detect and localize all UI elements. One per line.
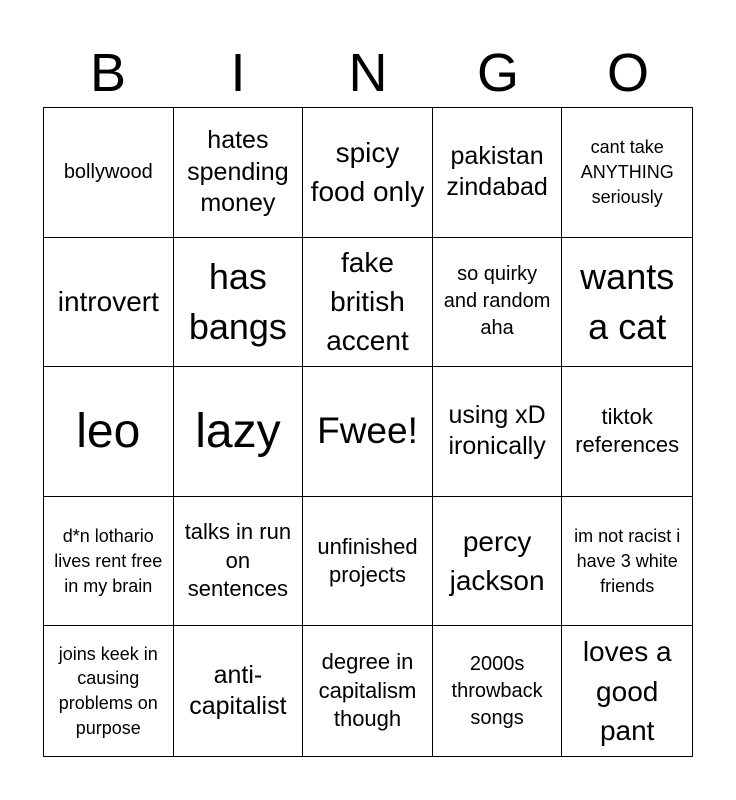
bingo-cell-text: Fwee! — [317, 410, 418, 452]
bingo-cell[interactable] — [174, 626, 304, 756]
bingo-cell[interactable] — [303, 108, 433, 238]
bingo-cell-text: wants a cat — [580, 255, 675, 347]
bingo-cell-text: bollywood — [63, 160, 153, 183]
bingo-cell[interactable] — [303, 497, 433, 627]
bingo-cell-text: 2000s throwback songs — [451, 652, 543, 729]
header-letter-o: O — [606, 43, 649, 103]
bingo-cell-text: pakistan zindabad — [446, 142, 548, 202]
bingo-cell[interactable] — [433, 367, 563, 497]
header-letter-i: I — [230, 43, 246, 103]
bingo-cell[interactable] — [44, 238, 174, 368]
bingo-cell[interactable] — [562, 108, 692, 238]
bingo-cell[interactable] — [174, 108, 304, 238]
bingo-card-grid — [43, 107, 693, 757]
bingo-cell-text: loves a good pant — [582, 636, 672, 746]
bingo-cell-text: introvert — [57, 286, 159, 318]
bingo-cell-text: degree in capitalism though — [318, 649, 417, 732]
bingo-cell[interactable] — [433, 626, 563, 756]
bingo-cell-text: unfinished projects — [317, 533, 418, 588]
bingo-cell[interactable] — [433, 238, 563, 368]
bingo-cell-text: hates spending money — [187, 126, 289, 217]
bingo-cell-text: spicy food only — [310, 137, 425, 208]
bingo-cell[interactable] — [562, 367, 692, 497]
bingo-cell[interactable] — [174, 367, 304, 497]
bingo-cell[interactable] — [44, 626, 174, 756]
bingo-cell[interactable] — [433, 108, 563, 238]
bingo-cell[interactable] — [303, 238, 433, 368]
bingo-cell-text: tiktok references — [575, 403, 680, 458]
bingo-cell[interactable] — [44, 367, 174, 497]
bingo-header — [43, 40, 693, 106]
bingo-cell[interactable] — [303, 367, 433, 497]
bingo-cell-text: has bangs — [188, 255, 287, 347]
bingo-cell[interactable] — [44, 497, 174, 627]
bingo-cell-text: talks in run on sentences — [184, 519, 292, 602]
bingo-cell-text: cant take ANYTHING seriously — [580, 137, 674, 207]
header-letter-n: N — [348, 43, 388, 103]
bingo-cell[interactable] — [44, 108, 174, 238]
bingo-cell-text: lazy — [195, 404, 281, 458]
bingo-cell-text: im not racist i have 3 white friends — [574, 525, 681, 596]
bingo-cell[interactable] — [174, 238, 304, 368]
bingo-cell-text: leo — [76, 404, 141, 458]
bingo-cell-text: percy jackson — [449, 525, 545, 597]
bingo-cell[interactable] — [562, 238, 692, 368]
bingo-cell[interactable] — [303, 626, 433, 756]
bingo-cell[interactable] — [433, 497, 563, 627]
bingo-cell-text: fake british accent — [326, 247, 409, 357]
bingo-cell-text: anti-capitalist — [189, 660, 287, 721]
bingo-cell-text: using xD ironically — [448, 401, 546, 461]
bingo-cell-text: so quirky and random aha — [443, 263, 551, 340]
header-letter-b: B — [89, 43, 127, 103]
bingo-cell[interactable] — [174, 497, 304, 627]
header-letter-g: G — [476, 43, 519, 103]
bingo-cell[interactable] — [562, 497, 692, 627]
bingo-cell-text: d*n lothario lives rent free in my brain — [54, 525, 163, 596]
bingo-cell-text: joins keek in causing problems on purpose — [58, 643, 158, 739]
bingo-cell[interactable] — [562, 626, 692, 756]
